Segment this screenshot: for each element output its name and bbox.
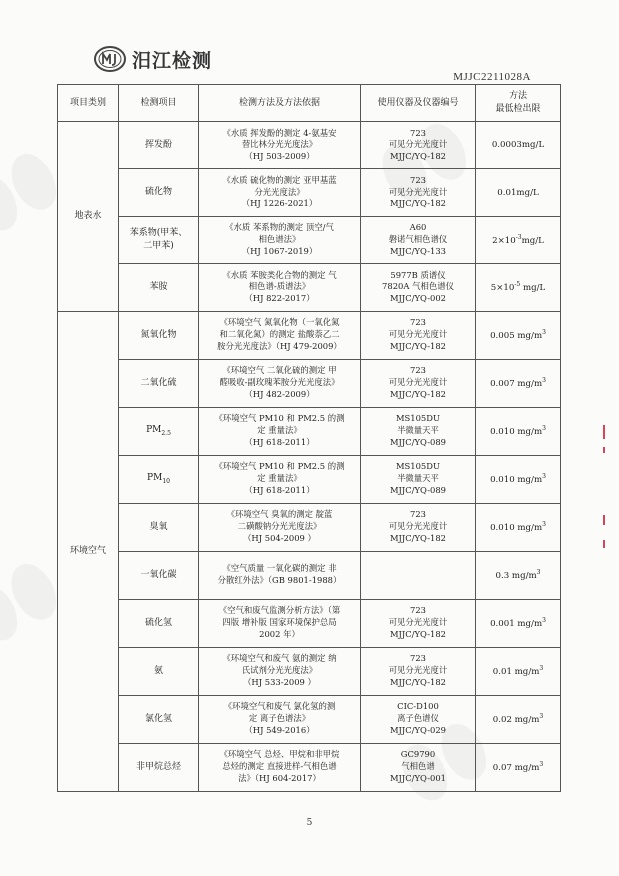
- method-cell: 《水质 苯胺类化合物的测定 气 相色谱-质谱法》 （HJ 822-2017）: [199, 264, 361, 311]
- table-row: [58, 455, 561, 503]
- method-cell: 《环境空气和废气 氨的测定 纳 氏试剂分光光度法》 （HJ 533-2009 ）: [199, 647, 361, 695]
- item-cell: 氮氧化物: [119, 311, 199, 359]
- limit-cell: [476, 407, 561, 455]
- limit-value: 0.010 mg/m: [490, 522, 543, 533]
- limit-value: 0.010 mg/m: [490, 426, 543, 437]
- limit-cell: 0.01mg/L: [476, 169, 561, 216]
- limit-cell: [476, 695, 561, 743]
- limit-cell: [476, 311, 561, 359]
- limit-value: 0.005 mg/m: [490, 330, 543, 341]
- table-row: [58, 743, 561, 791]
- category-cell: 环境空气: [58, 311, 119, 791]
- limit-cell: [476, 264, 561, 311]
- limit-exponent: 3: [542, 376, 546, 384]
- method-cell: 《空气质量 一氧化碳的测定 非 分散红外法》（GB 9801-1988）: [199, 551, 361, 599]
- table-row: [58, 647, 561, 695]
- limit-cell: [476, 503, 561, 551]
- column-header: 项目类别: [58, 85, 119, 122]
- limit-value: 0.010 mg/m: [490, 474, 543, 485]
- limit-exponent: 3: [542, 616, 546, 624]
- limit-cell: [476, 551, 561, 599]
- edge-stamp-mark: [603, 540, 605, 548]
- limit-exponent: 3: [542, 472, 546, 480]
- limit-value: 5×10: [490, 282, 515, 293]
- limit-exponent: 3: [542, 328, 546, 336]
- item-cell: [119, 407, 199, 455]
- instrument-cell: 5977B 质谱仪 7820A 气相色谱仪 MJJC/YQ-002: [361, 264, 476, 311]
- item-cell: 非甲烷总烃: [119, 743, 199, 791]
- item-cell: 挥发酚: [119, 122, 199, 169]
- method-cell: 《环境空气 二氧化硫的测定 甲 醛吸收-副玫瑰苯胺分光光度法》 （HJ 482-2009）: [199, 359, 361, 407]
- column-header: 使用仪器及仪器编号: [361, 85, 476, 122]
- item-cell: 苯胺: [119, 264, 199, 311]
- limit-exponent: -5: [514, 280, 521, 288]
- table-row: [58, 503, 561, 551]
- edge-stamp-mark: [603, 515, 605, 525]
- instrument-cell: 723 可见分光光度计 MJJC/YQ-182: [361, 169, 476, 216]
- limit-exponent: 3: [539, 712, 544, 720]
- instrument-cell: GC9790 气相色谱 MJJC/YQ-001: [361, 743, 476, 791]
- method-cell: 《环境空气 总烃、甲烷和非甲烷 总烃的测定 直接进样-气相色谱 法》（HJ 604-2017）: [199, 743, 361, 791]
- item-cell: 氨: [119, 647, 199, 695]
- company-name: 汨江检测: [132, 49, 213, 72]
- method-cell: 《空气和废气监测分析方法》（第 四版 增补版 国家环境保护总局 2002 年）: [199, 599, 361, 647]
- instrument-cell: 723 可见分光光度计 MJJC/YQ-182: [361, 599, 476, 647]
- limit-unit: mg/L: [520, 282, 546, 293]
- item-cell: [119, 455, 199, 503]
- column-header: 方法 最低检出限: [476, 85, 561, 122]
- item-cell: 氯化氢: [119, 695, 199, 743]
- limit-cell: [476, 359, 561, 407]
- test-methods-table: [57, 84, 561, 792]
- limit-cell: [476, 216, 561, 263]
- limit-value: 0.02 mg/m: [492, 714, 540, 725]
- item-subscript: 2.5: [161, 429, 171, 437]
- limit-exponent: 3: [542, 520, 546, 528]
- column-header: 检测方法及方法依据: [199, 85, 361, 122]
- instrument-cell: 723 可见分光光度计 MJJC/YQ-182: [361, 503, 476, 551]
- item-main: PM: [147, 472, 163, 483]
- limit-exponent: 3: [536, 568, 541, 576]
- limit-cell: [476, 647, 561, 695]
- method-cell: 《水质 挥发酚的测定 4-氨基安 替比林分光光度法》 （HJ 503-2009）: [199, 122, 361, 169]
- table-row: [58, 359, 561, 407]
- item-main: PM: [146, 424, 162, 435]
- instrument-cell: CIC-D100 离子色谱仪 MJJC/YQ-029: [361, 695, 476, 743]
- company-logo-icon: [92, 44, 128, 74]
- instrument-cell: MS105DU 半微量天平 MJJC/YQ-089: [361, 407, 476, 455]
- limit-cell: 0.0003mg/L: [476, 122, 561, 169]
- instrument-cell: [361, 551, 476, 599]
- table-header-row: [58, 85, 561, 122]
- edge-stamp-mark: [603, 447, 605, 453]
- limit-value: 0.007 mg/m: [490, 378, 543, 389]
- column-header: 检测项目: [119, 85, 199, 122]
- table-row: [58, 169, 561, 216]
- limit-value: 0.3 mg/m: [495, 570, 537, 581]
- method-cell: 《环境空气 氮氧化物（一氧化氮 和二氧化氮）的测定 盐酸萘乙二 胺分光光度法》（HJ 479-2009）: [199, 311, 361, 359]
- instrument-cell: 723 可见分光光度计 MJJC/YQ-182: [361, 311, 476, 359]
- limit-value: 0.07 mg/m: [492, 762, 540, 773]
- item-cell: 一氧化碳: [119, 551, 199, 599]
- item-cell: 臭氧: [119, 503, 199, 551]
- limit-exponent: 3: [542, 424, 546, 432]
- instrument-cell: 723 可见分光光度计 MJJC/YQ-182: [361, 359, 476, 407]
- method-cell: 《环境空气 PM10 和 PM2.5 的测 定 重量法》 （HJ 618-2011）: [199, 407, 361, 455]
- item-cell: 苯系物(甲苯、 二甲苯): [119, 216, 199, 263]
- table-row: [58, 599, 561, 647]
- item-cell: 硫化物: [119, 169, 199, 216]
- item-subscript: 10: [162, 477, 170, 485]
- method-cell: 《环境空气和废气 氯化氢的测 定 离子色谱法》 （HJ 549-2016）: [199, 695, 361, 743]
- table-row: [58, 551, 561, 599]
- instrument-cell: A60 磐诺气相色谱仪 MJJC/YQ-133: [361, 216, 476, 263]
- report-number: MJJC2211028A: [453, 71, 531, 83]
- method-cell: 《环境空气 臭氧的测定 靛蓝 二磺酸钠分光光度法》 （HJ 504-2009 ）: [199, 503, 361, 551]
- category-cell: 地表水: [58, 122, 119, 312]
- limit-exponent: 3: [539, 664, 544, 672]
- table-row: [58, 122, 561, 169]
- table-row: [58, 216, 561, 263]
- table-row: [58, 311, 561, 359]
- limit-value: 0.01 mg/m: [492, 666, 540, 677]
- table-row: [58, 264, 561, 311]
- limit-cell: [476, 455, 561, 503]
- instrument-cell: MS105DU 半微量天平 MJJC/YQ-089: [361, 455, 476, 503]
- item-cell: 二氧化硫: [119, 359, 199, 407]
- limit-exponent: -3: [515, 233, 522, 241]
- limit-cell: [476, 743, 561, 791]
- limit-unit: mg/L: [521, 235, 544, 246]
- method-cell: 《水质 硫化物的测定 亚甲基蓝 分光光度法》 （HJ 1226-2021）: [199, 169, 361, 216]
- table-row: [58, 695, 561, 743]
- limit-value: 2×10: [492, 235, 516, 246]
- page-number: 5: [306, 818, 313, 828]
- limit-exponent: 3: [539, 760, 544, 768]
- table-row: [58, 407, 561, 455]
- limit-value: 0.001 mg/m: [490, 618, 543, 629]
- instrument-cell: 723 可见分光光度计 MJJC/YQ-182: [361, 647, 476, 695]
- company-logo: [92, 44, 212, 74]
- instrument-cell: 723 可见分光光度计 MJJC/YQ-182: [361, 122, 476, 169]
- limit-cell: [476, 599, 561, 647]
- edge-stamp-mark: [603, 425, 605, 439]
- method-cell: 《环境空气 PM10 和 PM2.5 的测 定 重量法》 （HJ 618-2011）: [199, 455, 361, 503]
- method-cell: 《水质 苯系物的测定 顶空/气 相色谱法》 （HJ 1067-2019）: [199, 216, 361, 263]
- item-cell: 硫化氢: [119, 599, 199, 647]
